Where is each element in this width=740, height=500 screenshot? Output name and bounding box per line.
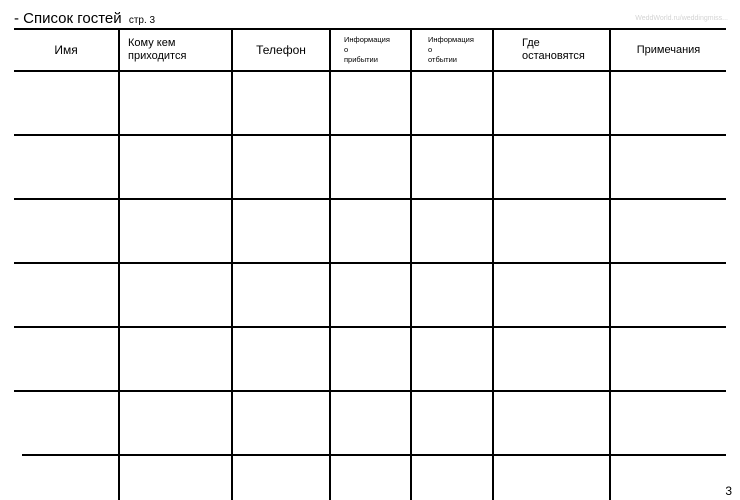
row-rule — [14, 198, 726, 200]
row-rule — [14, 134, 726, 136]
column-divider — [609, 28, 611, 500]
column-header-label: Имя — [54, 42, 78, 57]
column-header-label: Информация о прибытии — [344, 35, 390, 64]
column-divider — [492, 28, 494, 500]
column-header-name — [14, 29, 118, 71]
column-header-label: Информация о отбытии — [428, 35, 474, 64]
page-title-text: - Список гостей — [14, 10, 122, 27]
column-header-phone — [233, 29, 329, 71]
column-header-notes — [611, 29, 726, 71]
column-divider — [329, 28, 331, 500]
column-divider — [118, 28, 120, 500]
column-header-label: Кому кем приходится — [128, 37, 187, 62]
page-subtitle: стр. 3 — [128, 15, 156, 26]
column-header-arrival-info — [344, 29, 408, 71]
column-header-accommodation — [522, 29, 607, 71]
column-header-label: Примечания — [636, 43, 701, 56]
column-header-label: Где остановятся — [522, 37, 585, 62]
watermark-text: WeddWorld.ru/weddingmiss... — [635, 15, 728, 22]
column-header-departure-info — [428, 29, 490, 71]
column-divider — [410, 28, 412, 500]
row-rule — [14, 326, 726, 328]
column-divider — [231, 28, 233, 500]
column-header-label: Телефон — [256, 42, 306, 57]
page-number: 3 — [725, 484, 732, 498]
row-rule — [22, 454, 726, 456]
row-rule — [14, 262, 726, 264]
page-title — [14, 10, 155, 30]
row-rule — [14, 390, 726, 392]
column-header-relation — [128, 29, 228, 71]
